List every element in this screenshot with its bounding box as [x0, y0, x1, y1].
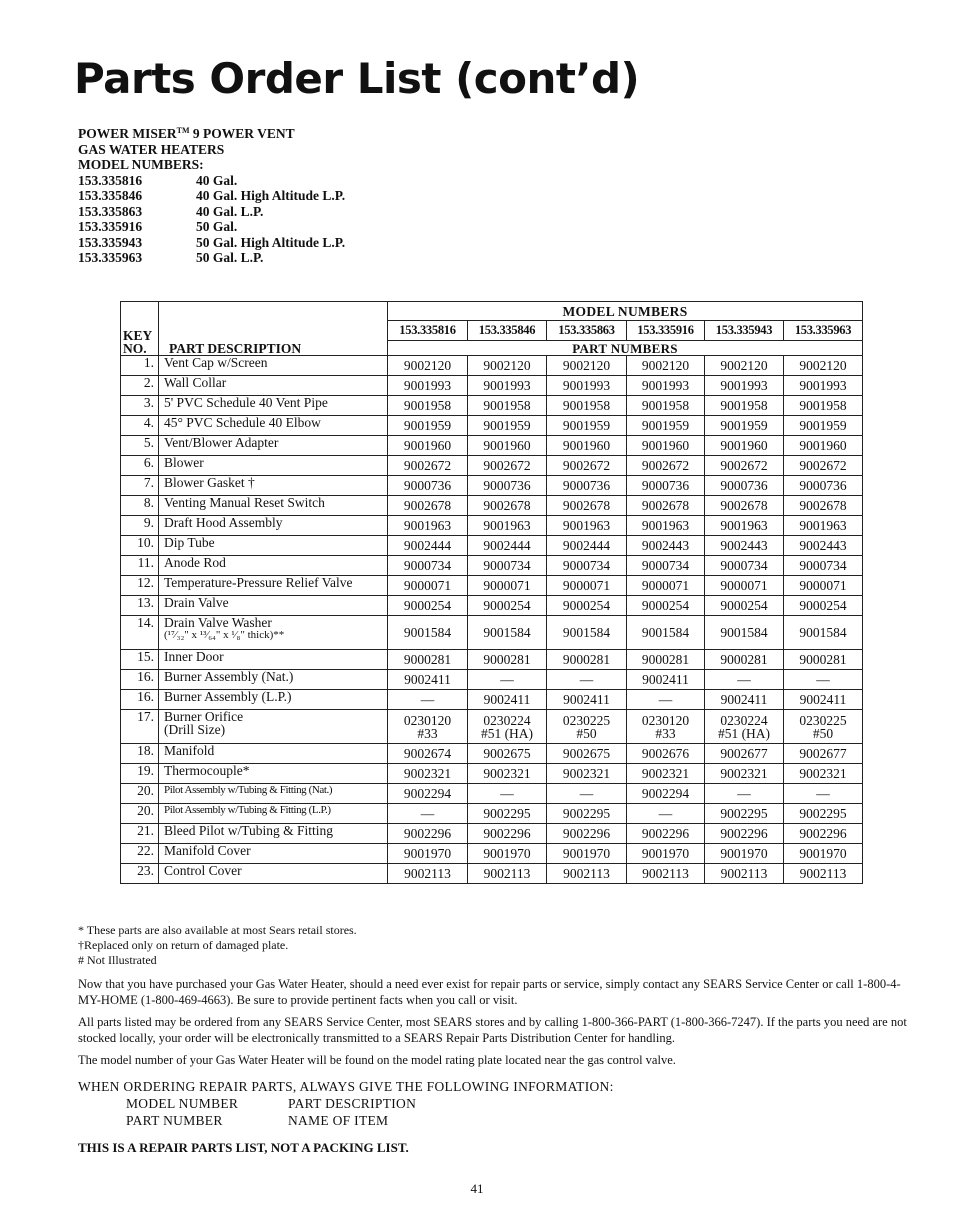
- part-number: 9001993: [388, 376, 468, 396]
- repair-list-note: THIS IS A REPAIR PARTS LIST, NOT A PACKING LIST.: [78, 1140, 409, 1155]
- table-row: [121, 596, 863, 616]
- table-row: [121, 650, 863, 670]
- table-row: [121, 376, 863, 396]
- model-entry: [78, 235, 345, 251]
- part-number: 9000071: [388, 576, 468, 596]
- part-description: Dip Tube: [159, 536, 388, 556]
- part-number: 9002672: [784, 456, 863, 476]
- product-line: POWER MISER™ 9 POWER VENT: [78, 126, 295, 141]
- footnote: # Not Illustrated: [78, 953, 157, 967]
- part-description: 45° PVC Schedule 40 Elbow: [159, 416, 388, 436]
- table-row: [121, 556, 863, 576]
- part-description: Wall Collar: [159, 376, 388, 396]
- part-number: 9001993: [468, 376, 547, 396]
- part-number: 9001960: [388, 436, 468, 456]
- part-number: 9000281: [468, 650, 547, 670]
- part-number: 9000254: [705, 596, 784, 616]
- footnote: †Replaced only on return of damaged plate.: [78, 938, 289, 952]
- table-row: [121, 824, 863, 844]
- part-description: Bleed Pilot w/Tubing & Fitting: [159, 824, 388, 844]
- part-number: 9002678: [388, 496, 468, 516]
- part-number: 9002295: [547, 804, 627, 824]
- part-description: Vent Cap w/Screen: [159, 356, 388, 376]
- model-entry: [78, 250, 345, 266]
- part-number: 9000736: [468, 476, 547, 496]
- part-number: 9002113: [388, 864, 468, 884]
- model-location-paragraph: The model number of your Gas Water Heater will be found on the model rating plate located near the gas control valve.: [78, 1053, 676, 1067]
- key-number: 3.: [121, 396, 159, 416]
- part-number: 9000734: [705, 556, 784, 576]
- part-number: 9000736: [547, 476, 627, 496]
- part-number: 0230120 #33: [388, 710, 468, 744]
- part-number: 9002296: [784, 824, 863, 844]
- part-number: 9002296: [547, 824, 627, 844]
- part-number: 9001960: [784, 436, 863, 456]
- part-number: 9000734: [388, 556, 468, 576]
- table-row: [121, 536, 863, 556]
- part-number: 9002678: [547, 496, 627, 516]
- part-number: 9002411: [468, 690, 547, 710]
- part-description: Pilot Assembly w/Tubing & Fitting (Nat.): [159, 784, 388, 804]
- part-number: —: [705, 784, 784, 804]
- part-number: 9002120: [705, 356, 784, 376]
- part-number: 9001960: [468, 436, 547, 456]
- table-row: [121, 744, 863, 764]
- part-number: 9001959: [388, 416, 468, 436]
- part-number: 9001993: [627, 376, 705, 396]
- part-number: 9002321: [705, 764, 784, 784]
- table-row: [121, 804, 863, 824]
- part-number: 9002113: [468, 864, 547, 884]
- part-number: 9001584: [547, 616, 627, 650]
- key-number: 11.: [121, 556, 159, 576]
- model-list: [78, 173, 345, 266]
- part-description: Control Cover: [159, 864, 388, 884]
- part-description: Temperature-Pressure Relief Valve: [159, 576, 388, 596]
- ordering-paragraph: All parts listed may be ordered from any SEARS Service Center, most SEARS stores and by calling 1-800-366-PART (1-800-366-7247). If the parts you need are not stocked locally, your order will be electronically transmitted to a SEARS Repair Parts Distribution Center for handling.: [78, 1015, 907, 1045]
- part-number: 9001963: [388, 516, 468, 536]
- table-row: [121, 436, 863, 456]
- part-number: 9002113: [784, 864, 863, 884]
- part-number: 9000734: [627, 556, 705, 576]
- table-row: [121, 396, 863, 416]
- part-number: 9001963: [705, 516, 784, 536]
- part-description: Blower: [159, 456, 388, 476]
- model-description: 40 Gal. L.P.: [196, 203, 264, 219]
- part-number: 9002678: [705, 496, 784, 516]
- part-number: 9000281: [547, 650, 627, 670]
- part-number: 9000734: [784, 556, 863, 576]
- part-number: 9000254: [547, 596, 627, 616]
- model-numbers-header: MODEL NUMBERS: [388, 302, 863, 321]
- key-number: 16.: [121, 690, 159, 710]
- part-description: Blower Gasket †: [159, 476, 388, 496]
- part-number: 9000281: [388, 650, 468, 670]
- table-row: [121, 356, 863, 376]
- key-number: 5.: [121, 436, 159, 456]
- model-numbers-label: MODEL NUMBERS:: [78, 157, 204, 172]
- part-number: 9001958: [468, 396, 547, 416]
- key-number: 23.: [121, 864, 159, 884]
- part-number: 9002443: [784, 536, 863, 556]
- part-number: —: [388, 804, 468, 824]
- part-number: 9002120: [784, 356, 863, 376]
- part-description-header: PART DESCRIPTION: [159, 302, 388, 356]
- part-number: 9002444: [468, 536, 547, 556]
- part-numbers-header: PART NUMBERS: [388, 341, 863, 356]
- part-number: 9002120: [468, 356, 547, 376]
- part-number: 9001959: [784, 416, 863, 436]
- key-number: 19.: [121, 764, 159, 784]
- part-number: 9002411: [705, 690, 784, 710]
- part-number: 0230225 #50: [547, 710, 627, 744]
- model-entry: [78, 204, 345, 220]
- service-info: [78, 976, 916, 1074]
- part-number: 9000254: [784, 596, 863, 616]
- part-number: 9001959: [705, 416, 784, 436]
- part-description: Drain Valve: [159, 596, 388, 616]
- part-number: —: [705, 670, 784, 690]
- table-row: [121, 864, 863, 884]
- part-number: 0230224 #51 (HA): [468, 710, 547, 744]
- table-row: [121, 516, 863, 536]
- part-number: 9002443: [705, 536, 784, 556]
- table-row: [121, 576, 863, 596]
- trademark: TM: [176, 126, 190, 135]
- part-description: Anode Rod: [159, 556, 388, 576]
- key-number: 10.: [121, 536, 159, 556]
- part-number: 9001958: [388, 396, 468, 416]
- part-number: 9001958: [705, 396, 784, 416]
- part-number: 9002675: [547, 744, 627, 764]
- part-number: 9001963: [627, 516, 705, 536]
- part-number: 9002321: [784, 764, 863, 784]
- key-number: 21.: [121, 824, 159, 844]
- part-number: 9002411: [627, 670, 705, 690]
- part-number: 9000071: [705, 576, 784, 596]
- key-number: 22.: [121, 844, 159, 864]
- table-row: [121, 496, 863, 516]
- part-number: 9002672: [627, 456, 705, 476]
- model-number: 153.335963: [78, 250, 143, 265]
- model-number: 153.335863: [78, 203, 143, 219]
- part-number: 9001958: [627, 396, 705, 416]
- part-description: Inner Door: [159, 650, 388, 670]
- part-number: —: [627, 690, 705, 710]
- part-number: —: [627, 804, 705, 824]
- model-number: 153.335816: [78, 172, 143, 188]
- part-number: 9001970: [627, 844, 705, 864]
- part-number: 9001963: [547, 516, 627, 536]
- part-description: Manifold: [159, 744, 388, 764]
- part-number: 9001584: [705, 616, 784, 650]
- part-number: 9002296: [627, 824, 705, 844]
- table-row: [121, 710, 863, 744]
- part-number: 9002678: [784, 496, 863, 516]
- key-number: 1.: [121, 356, 159, 376]
- part-number: 9000281: [705, 650, 784, 670]
- model-description: 40 Gal.: [196, 172, 238, 188]
- part-number: 0230224 #51 (HA): [705, 710, 784, 744]
- key-number: 7.: [121, 476, 159, 496]
- key-number: 20.: [121, 804, 159, 824]
- part-number: 9001993: [705, 376, 784, 396]
- part-number: 0230120 #33: [627, 710, 705, 744]
- part-number: 9000734: [547, 556, 627, 576]
- key-number: 4.: [121, 416, 159, 436]
- model-entry: [78, 219, 345, 235]
- part-description: Drain Valve Washer (¹⁷⁄₃₂" x ¹³⁄₆₄" x ¹⁄₈" thick)**: [159, 616, 388, 650]
- part-number: 9001970: [468, 844, 547, 864]
- part-number: 9002672: [388, 456, 468, 476]
- part-number: 9001960: [627, 436, 705, 456]
- part-number: 9002678: [468, 496, 547, 516]
- part-number: 9001960: [705, 436, 784, 456]
- ordering-row: PART NUMBER NAME OF ITEM: [126, 1113, 389, 1128]
- key-number: 17.: [121, 710, 159, 744]
- part-number: 9001963: [468, 516, 547, 536]
- key-number: 15.: [121, 650, 159, 670]
- model-column-header: 153.335943: [705, 321, 784, 341]
- key-number: 16.: [121, 670, 159, 690]
- table-row: [121, 670, 863, 690]
- model-column-header: 153.335816: [388, 321, 468, 341]
- table-row: [121, 784, 863, 804]
- key-number: 13.: [121, 596, 159, 616]
- part-number: 9002296: [388, 824, 468, 844]
- key-number: 14.: [121, 616, 159, 650]
- part-number: 9000071: [468, 576, 547, 596]
- part-number: 9001958: [784, 396, 863, 416]
- part-number: 9002677: [705, 744, 784, 764]
- part-number: 9000071: [627, 576, 705, 596]
- table-row: [121, 844, 863, 864]
- part-number: —: [547, 670, 627, 690]
- part-number: —: [388, 690, 468, 710]
- part-number: 9001963: [784, 516, 863, 536]
- page-number: 41: [470, 1181, 484, 1196]
- model-column-header: 153.335846: [468, 321, 547, 341]
- footnote: * These parts are also available at most Sears retail stores.: [78, 923, 357, 937]
- part-number: 9002672: [468, 456, 547, 476]
- part-number: 9002294: [627, 784, 705, 804]
- model-description: 50 Gal. High Altitude L.P.: [196, 234, 346, 250]
- part-number: 9001958: [547, 396, 627, 416]
- part-description: Thermocouple*: [159, 764, 388, 784]
- part-number: 9001970: [388, 844, 468, 864]
- part-number: 9002120: [388, 356, 468, 376]
- part-number: 9002321: [388, 764, 468, 784]
- model-column-header: 153.335963: [784, 321, 863, 341]
- part-number: 9001970: [547, 844, 627, 864]
- part-number: 9002443: [627, 536, 705, 556]
- key-number: 12.: [121, 576, 159, 596]
- part-number: 0230225 #50: [784, 710, 863, 744]
- part-number: 9002672: [705, 456, 784, 476]
- part-number: 9002411: [784, 690, 863, 710]
- part-number: 9002321: [627, 764, 705, 784]
- table-row: [121, 764, 863, 784]
- part-number: 9001993: [784, 376, 863, 396]
- model-column-header: 153.335916: [627, 321, 705, 341]
- part-number: 9002120: [627, 356, 705, 376]
- part-number: 9002113: [705, 864, 784, 884]
- part-number: 9000281: [627, 650, 705, 670]
- part-number: 9000736: [627, 476, 705, 496]
- ordering-row: MODEL NUMBER PART DESCRIPTION: [126, 1096, 417, 1111]
- key-number: 8.: [121, 496, 159, 516]
- part-number: 9002295: [784, 804, 863, 824]
- key-no-header: KEY NO.: [121, 302, 159, 356]
- part-number: 9001993: [547, 376, 627, 396]
- part-description: Manifold Cover: [159, 844, 388, 864]
- part-number: 9001959: [547, 416, 627, 436]
- part-number: 9002294: [388, 784, 468, 804]
- part-description: Burner Orifice (Drill Size): [159, 710, 388, 744]
- part-number: 9002295: [468, 804, 547, 824]
- table-row: [121, 616, 863, 650]
- part-number: 9001584: [784, 616, 863, 650]
- part-number: 9000736: [705, 476, 784, 496]
- part-number: 9002321: [468, 764, 547, 784]
- part-number: 9001960: [547, 436, 627, 456]
- part-number: 9002411: [388, 670, 468, 690]
- part-number: 9000281: [784, 650, 863, 670]
- model-number: 153.335943: [78, 234, 143, 250]
- part-number: 9001584: [627, 616, 705, 650]
- part-number: —: [784, 784, 863, 804]
- part-number: 9002444: [388, 536, 468, 556]
- part-number: 9002113: [547, 864, 627, 884]
- part-number: —: [784, 670, 863, 690]
- model-column-header: 153.335863: [547, 321, 627, 341]
- footnotes: [78, 923, 357, 968]
- parts-table: [120, 301, 863, 884]
- part-description: Vent/Blower Adapter: [159, 436, 388, 456]
- product-header: [78, 123, 345, 266]
- part-number: —: [468, 784, 547, 804]
- part-number: 9000254: [388, 596, 468, 616]
- part-number: 9000254: [627, 596, 705, 616]
- product-type: GAS WATER HEATERS: [78, 141, 225, 157]
- model-description: 50 Gal. L.P.: [196, 250, 264, 265]
- part-number: 9002678: [627, 496, 705, 516]
- part-number: 9002120: [547, 356, 627, 376]
- part-number: 9002677: [784, 744, 863, 764]
- key-number: 18.: [121, 744, 159, 764]
- part-number: 9000736: [784, 476, 863, 496]
- part-number: 9002296: [468, 824, 547, 844]
- model-description: 50 Gal.: [196, 219, 238, 234]
- part-number: 9000734: [468, 556, 547, 576]
- part-number: 9001959: [468, 416, 547, 436]
- key-number: 9.: [121, 516, 159, 536]
- part-number: 9002296: [705, 824, 784, 844]
- part-description: Venting Manual Reset Switch: [159, 496, 388, 516]
- part-number: 9000736: [388, 476, 468, 496]
- part-number: 9002672: [547, 456, 627, 476]
- part-number: 9000071: [547, 576, 627, 596]
- part-number: 9001584: [468, 616, 547, 650]
- part-number: 9001584: [388, 616, 468, 650]
- key-number: 6.: [121, 456, 159, 476]
- part-number: 9002321: [547, 764, 627, 784]
- key-number: 20.: [121, 784, 159, 804]
- part-number: 9002675: [468, 744, 547, 764]
- part-number: 9001970: [784, 844, 863, 864]
- part-description: Burner Assembly (L.P.): [159, 690, 388, 710]
- ordering-info: [78, 1078, 614, 1129]
- part-description: 5' PVC Schedule 40 Vent Pipe: [159, 396, 388, 416]
- table-row: [121, 456, 863, 476]
- part-description: Pilot Assembly w/Tubing & Fitting (L.P.): [159, 804, 388, 824]
- table-row: [121, 416, 863, 436]
- part-number: 9000071: [784, 576, 863, 596]
- part-number: 9002113: [627, 864, 705, 884]
- ordering-heading: WHEN ORDERING REPAIR PARTS, ALWAYS GIVE THE FOLLOWING INFORMATION:: [78, 1079, 614, 1094]
- page-title: Parts Order List (cont’d): [74, 54, 640, 103]
- model-entry: [78, 173, 345, 189]
- model-number: 153.335916: [78, 219, 143, 234]
- part-number: 9002674: [388, 744, 468, 764]
- part-number: 9002444: [547, 536, 627, 556]
- part-number: 9001959: [627, 416, 705, 436]
- part-number: 9002411: [547, 690, 627, 710]
- model-description: 40 Gal. High Altitude L.P.: [196, 188, 346, 203]
- part-number: 9002676: [627, 744, 705, 764]
- part-number: —: [547, 784, 627, 804]
- part-number: 9000254: [468, 596, 547, 616]
- part-number: 9002295: [705, 804, 784, 824]
- model-number: 153.335846: [78, 188, 143, 203]
- part-description: Draft Hood Assembly: [159, 516, 388, 536]
- service-paragraph: Now that you have purchased your Gas Water Heater, should a need ever exist for repair parts or service, simply contact any SEARS Service Center or call 1-800-4-MY-HOME (1-800-469-4663). Be sure to provide pertinent facts when you call or visit.: [78, 977, 901, 1007]
- table-row: [121, 476, 863, 496]
- key-number: 2.: [121, 376, 159, 396]
- part-description: Burner Assembly (Nat.): [159, 670, 388, 690]
- part-number: —: [468, 670, 547, 690]
- part-number: 9001970: [705, 844, 784, 864]
- model-entry: [78, 188, 345, 204]
- table-row: [121, 690, 863, 710]
